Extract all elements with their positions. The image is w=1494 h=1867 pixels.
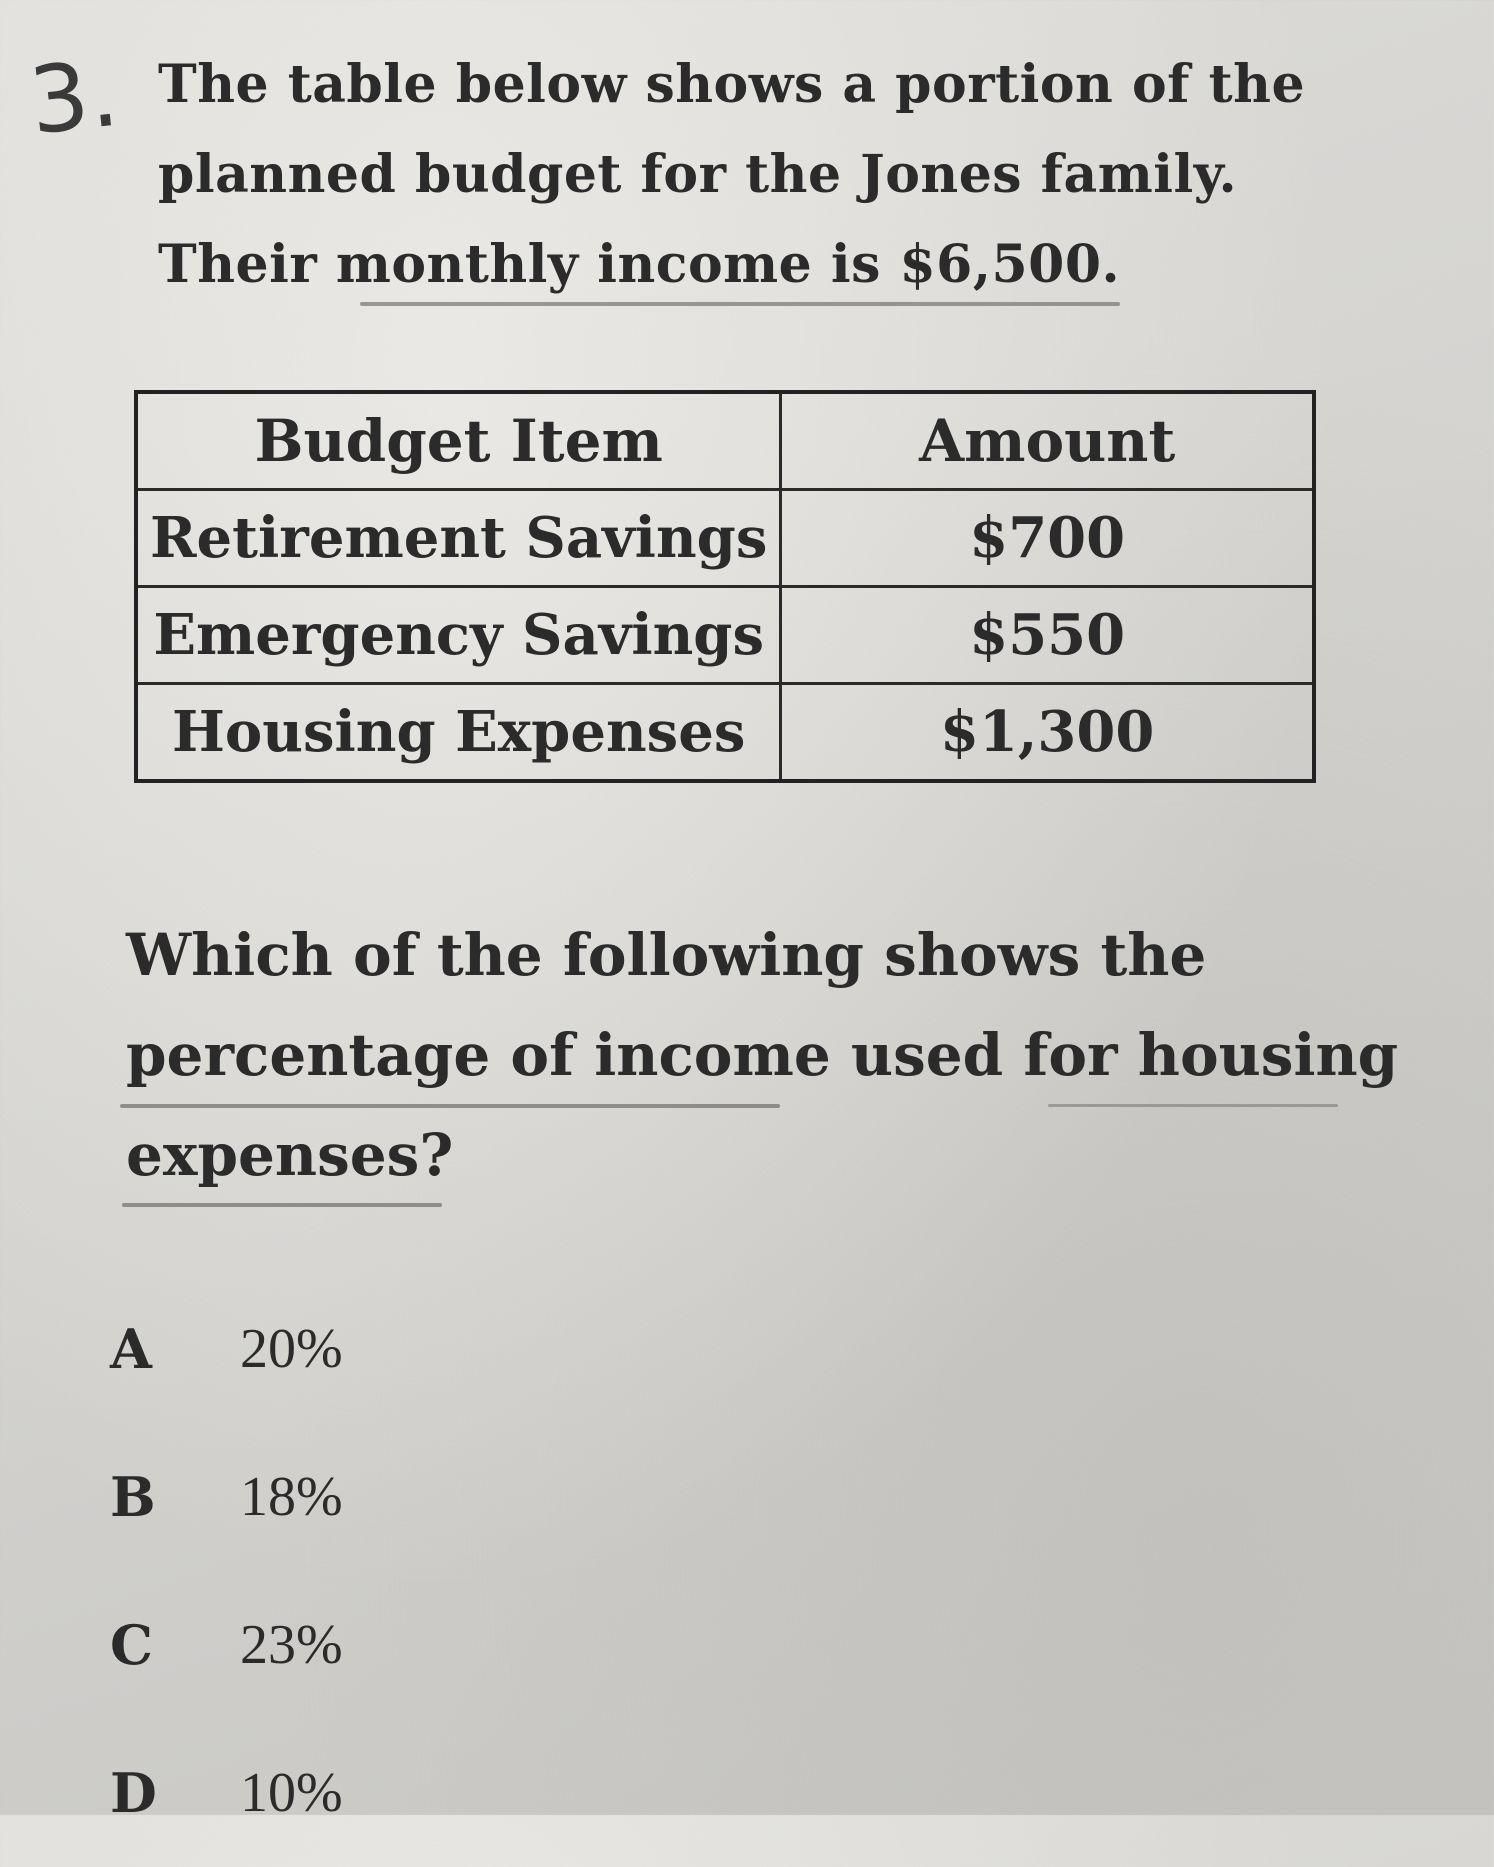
choice-value: 10% [240, 1762, 343, 1824]
budget-item-cell: Housing Expenses [136, 684, 781, 782]
handwritten-question-number: 3. [24, 39, 124, 156]
question-line: expenses? [126, 1121, 454, 1189]
choice-letter: C [110, 1613, 153, 1677]
amount-cell: $1,300 [781, 684, 1314, 782]
budget-item-cell: Emergency Savings [136, 587, 781, 684]
problem-intro [158, 40, 1318, 310]
choice-c[interactable] [110, 1571, 710, 1719]
table-header-row [136, 392, 1314, 490]
table-row [136, 490, 1314, 587]
choice-value: 18% [240, 1466, 343, 1528]
choice-letter: D [110, 1761, 157, 1825]
choice-a[interactable] [110, 1275, 710, 1423]
pencil-underline [120, 1104, 780, 1108]
choice-value: 20% [240, 1318, 343, 1380]
budget-item-cell: Retirement Savings [136, 490, 781, 587]
choice-letter: B [110, 1465, 156, 1529]
pencil-underline [360, 302, 1120, 306]
pencil-underline [1048, 1104, 1338, 1107]
intro-line: The table below shows a portion of the [158, 54, 1306, 115]
question-line: Which of the following shows the [126, 921, 1207, 989]
choice-value: 23% [240, 1614, 343, 1676]
choice-d[interactable] [110, 1719, 710, 1867]
header-amount: Amount [781, 392, 1314, 490]
table-row [136, 684, 1314, 782]
amount-cell: $700 [781, 490, 1314, 587]
pencil-underline [122, 1203, 442, 1207]
table-row [136, 587, 1314, 684]
answer-choices [110, 1275, 710, 1867]
question-line: percentage of income used for housing [126, 1021, 1399, 1089]
choice-letter: A [110, 1317, 152, 1381]
amount-cell: $550 [781, 587, 1314, 684]
question-text [126, 905, 1399, 1205]
intro-line: planned budget for the Jones family. [158, 144, 1238, 205]
choice-b[interactable] [110, 1423, 710, 1571]
intro-line: Their monthly income is $6,500. [158, 234, 1121, 295]
budget-table [134, 390, 1316, 783]
header-budget-item: Budget Item [136, 392, 781, 490]
